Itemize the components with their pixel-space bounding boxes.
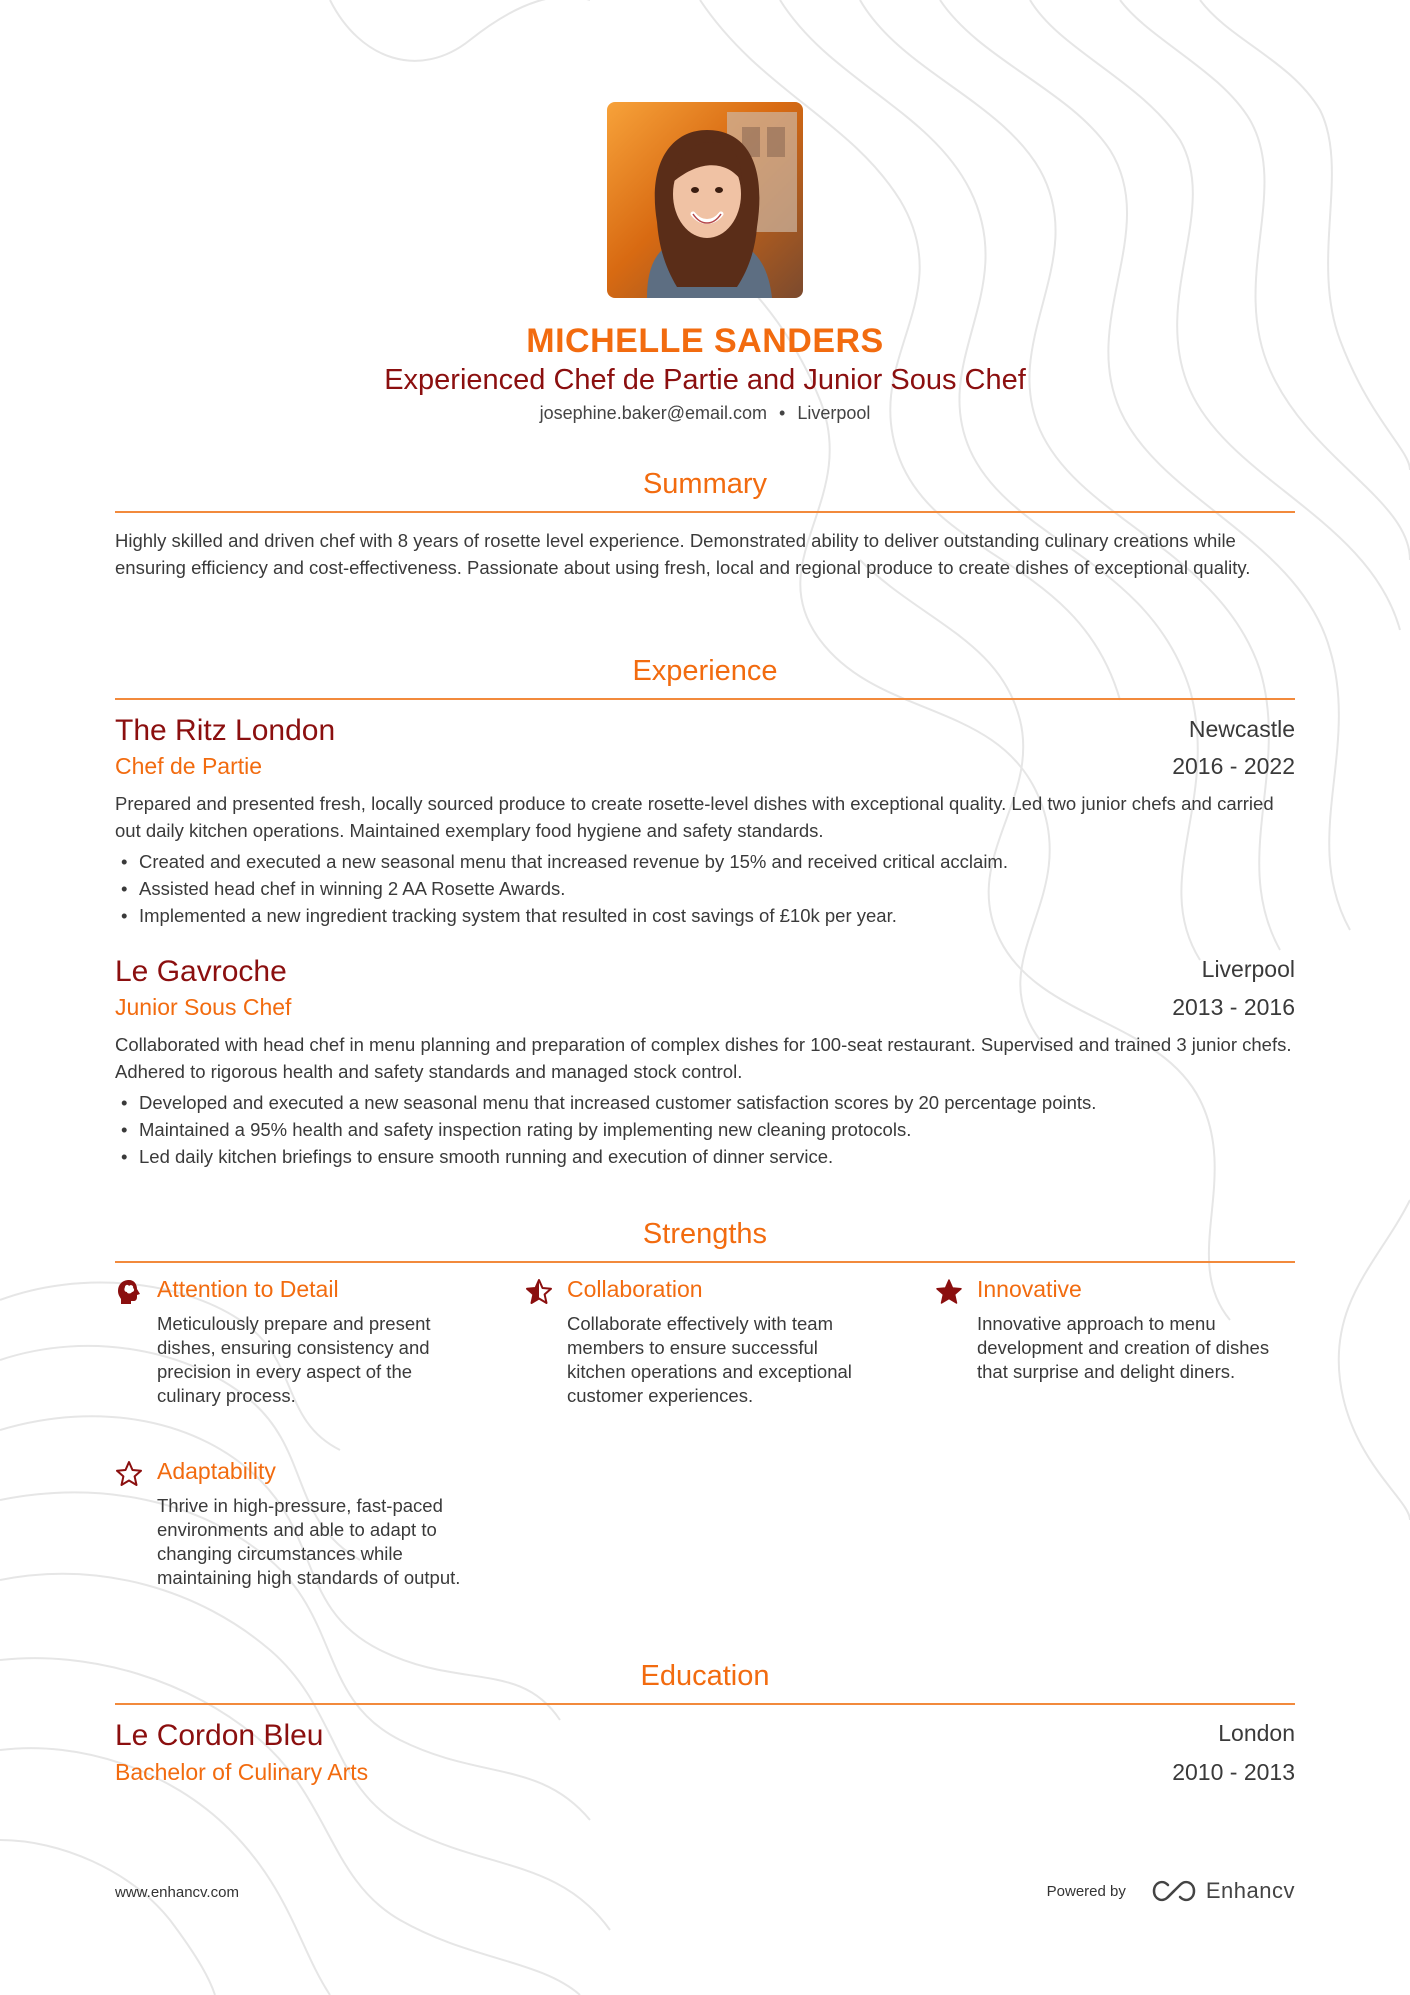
list-item: • Maintained a 95% health and safety inspection rating by implementing new cleaning protocols.	[115, 1116, 1295, 1143]
strength-description: Innovative approach to menu development and creation of dishes that surprise and delight diners.	[977, 1313, 1270, 1382]
enhancv-logo-icon	[1152, 1879, 1196, 1903]
strength-title: Adaptability	[157, 1458, 276, 1484]
job-achievements	[115, 1089, 1295, 1170]
job-role: Chef de Partie	[115, 753, 263, 779]
profile-photo	[607, 102, 803, 298]
education-heading: Education	[640, 1660, 770, 1692]
contact-separator: •	[779, 403, 786, 423]
candidate-name: MICHELLE SANDERS	[526, 322, 884, 360]
footer-website-link[interactable]: www.enhancv.com	[115, 1884, 239, 1901]
head-brain-icon	[115, 1278, 143, 1306]
strength-title: Innovative	[977, 1276, 1082, 1302]
list-item: • Implemented a new ingredient tracking system that resulted in cost savings of £10k per year.	[115, 902, 1295, 929]
job-location: Newcastle	[1188, 716, 1295, 742]
candidate-title: Experienced Chef de Partie and Junior Sous Chef	[384, 364, 1026, 396]
star-outline-icon	[115, 1460, 143, 1488]
job-location: Liverpool	[1201, 956, 1295, 982]
job-company: Le Gavroche	[115, 955, 287, 988]
summary-heading: Summary	[642, 468, 768, 500]
summary-divider	[115, 511, 1295, 513]
contact-line	[0, 403, 1410, 424]
strength-description: Thrive in high-pressure, fast-paced environments and able to adapt to changing circumstances while maintaining high standards of output.	[157, 1495, 461, 1588]
experience-divider	[115, 698, 1295, 700]
star-filled-icon	[935, 1278, 963, 1306]
list-item: • Developed and executed a new seasonal menu that increased customer satisfaction scores by 20 percentage points.	[115, 1089, 1295, 1116]
experience-heading: Experience	[632, 655, 778, 687]
job-role: Junior Sous Chef	[115, 994, 292, 1020]
education-divider	[115, 1703, 1295, 1705]
job-dates: 2013 - 2016	[1172, 994, 1295, 1020]
job-company: The Ritz London	[115, 714, 336, 747]
strengths-divider	[115, 1261, 1295, 1263]
education-location: London	[1218, 1720, 1295, 1746]
avatar-illustration	[607, 102, 803, 298]
brand-name: Enhancv	[1205, 1878, 1295, 1903]
list-item: • Created and executed a new seasonal menu that increased revenue by 15% and received critical acclaim.	[115, 848, 1295, 875]
enhancv-logo[interactable]	[1152, 1878, 1295, 1904]
email-link[interactable]: josephine.baker@email.com	[539, 403, 768, 423]
location-text: Liverpool	[797, 403, 871, 423]
strengths-heading: Strengths	[642, 1218, 768, 1250]
strength-title: Attention to Detail	[157, 1276, 339, 1302]
job-description: Collaborated with head chef in menu planning and preparation of complex dishes for 100-seat restaurant. Supervised and trained 3 junior chefs. Adhered to rigorous health and safety standards and managed stock control.	[115, 1034, 1292, 1082]
strength-description: Collaborate effectively with team members to ensure successful kitchen operations and exceptional customer experiences.	[567, 1313, 852, 1406]
list-item: • Led daily kitchen briefings to ensure smooth running and execution of dinner service.	[115, 1143, 1295, 1170]
footer-branding	[1047, 1876, 1295, 1906]
list-item: • Assisted head chef in winning 2 AA Rosette Awards.	[115, 875, 1295, 902]
education-school: Le Cordon Bleu	[115, 1719, 324, 1752]
star-half-icon	[525, 1278, 553, 1306]
powered-by-label: Powered by	[1046, 1882, 1126, 1900]
summary-text: Highly skilled and driven chef with 8 years of rosette level experience. Demonstrated ability to deliver outstanding culinary creations while ensuring efficiency and cost-effectiveness. Passionate about using fresh, local and regional produce to create dishes of exceptional quality.	[115, 530, 1251, 578]
education-dates: 2010 - 2013	[1172, 1759, 1295, 1785]
job-achievements	[115, 848, 1295, 929]
education-degree: Bachelor of Culinary Arts	[115, 1759, 369, 1785]
strength-title: Collaboration	[567, 1276, 703, 1302]
job-dates: 2016 - 2022	[1172, 753, 1295, 779]
strength-description: Meticulously prepare and present dishes, ensuring consistency and precision in every aspect of the culinary process.	[157, 1313, 431, 1406]
job-description: Prepared and presented fresh, locally sourced produce to create rosette-level dishes with exceptional quality. Led two junior chefs and carried out daily kitchen operations. Maintained exemplary food hygiene and safety standards.	[115, 793, 1274, 841]
